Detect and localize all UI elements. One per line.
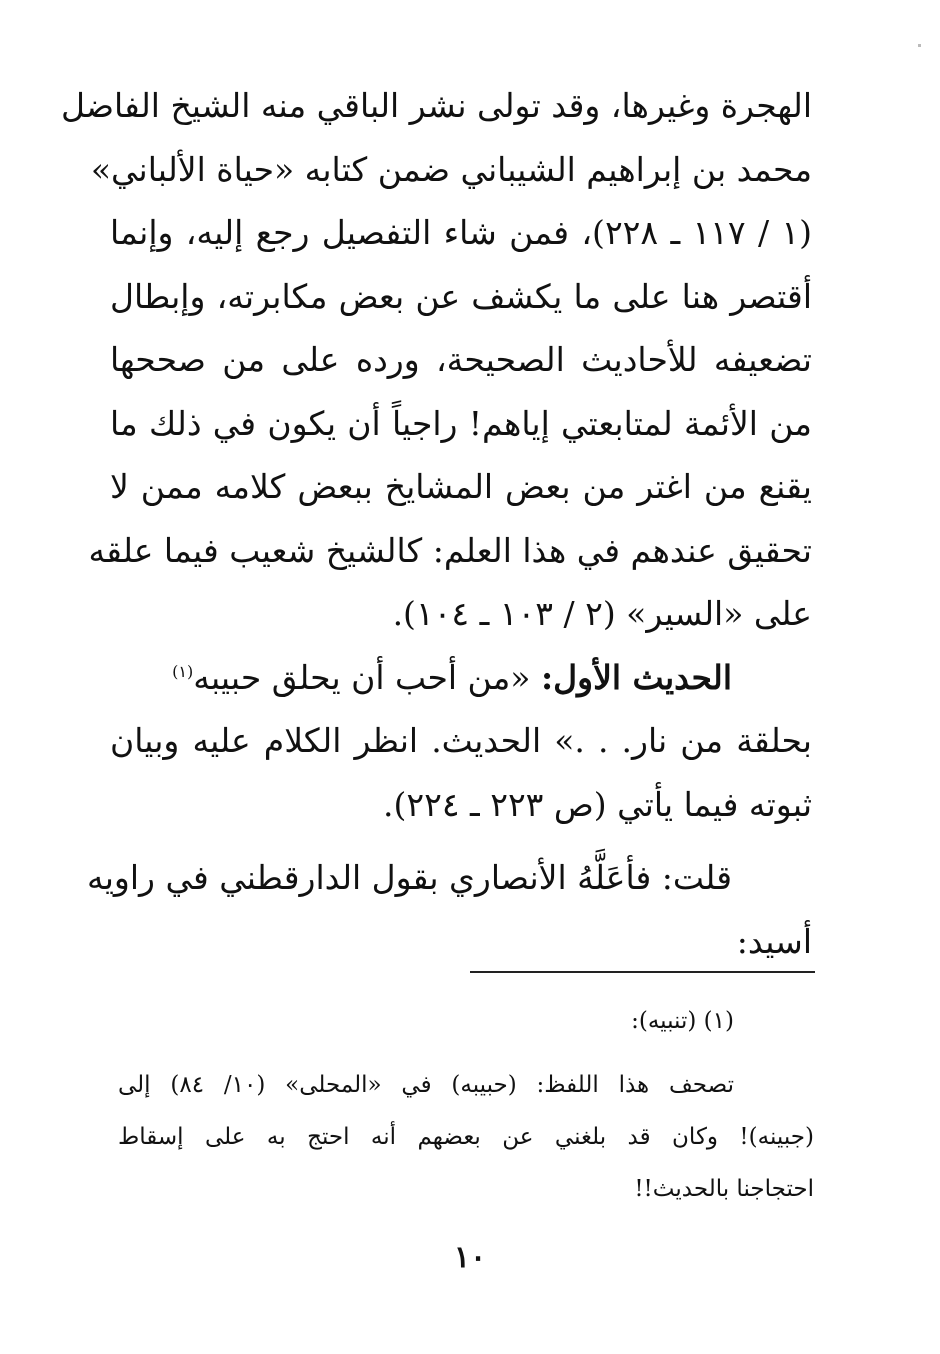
text-line-5: تضعيفه للأحاديث الصحيحة، ورده على من صححها <box>110 340 812 379</box>
hadith-line-1: بحلقة من نار. . .» الحديث. انظر الكلام عليه وبيان <box>110 721 812 760</box>
text-line-9: على «السير» (٢ / ١٠٣ ـ ١٠٤). <box>392 594 812 633</box>
footnote-line-2: (جبينه)! وكان قد بلغني عن بعضهم أنه احتج به على إسقاط <box>118 1124 814 1150</box>
text-line-8: تحقيق عندهم في هذا العلم: كالشيخ شعيب فيما علقه <box>88 530 812 570</box>
main-text <box>60 74 812 973</box>
text-line-6: من الأئمة لمتابعتي إياهم! راجياً أن يكون في ذلك ما <box>110 403 812 443</box>
footnotes <box>118 995 814 1215</box>
footnote-gap <box>118 1047 814 1059</box>
footnote-marker[interactable]: (١) <box>172 661 194 681</box>
hadith-text: «من أحب أن يحلق حبيبه <box>193 657 531 697</box>
hadith-title: الحديث الأول: <box>540 657 732 697</box>
scan-speck <box>918 44 921 47</box>
text-line-1: الهجرة وغيرها، وقد تولى نشر الباقي منه الشيخ الفاضل <box>60 86 812 125</box>
qult-line-1: قلت: فأعَلَّهُ الأنصاري بقول الدارقطني في راويه <box>87 858 732 897</box>
footnote-line-3: احتجاجنا بالحديث!! <box>634 1176 814 1202</box>
text-line-3: (١ / ١١٧ ـ ٢٢٨)، فمن شاء التفصيل رجع إليه، وإنما <box>110 213 812 252</box>
text-line-4: أقتصر هنا على ما يكشف عن بعض مكابرته، وإبطال <box>110 276 812 316</box>
footnote-line-1: تصحف هذا اللفظ: (حبيبه) في «المحلى» (١٠/ ٨٤) إلى <box>118 1072 734 1098</box>
hadith-line-2: ثبوته فيما يأتي (ص ٢٢٣ ـ ٢٢٤). <box>383 784 812 824</box>
qult-line-2: أسيد: <box>736 921 812 961</box>
text-line-7: يقنع من اغتر من بعض المشايخ ببعض كلامه ممن لا <box>110 467 812 506</box>
page-number: ١٠ <box>453 1240 487 1275</box>
footnote-separator <box>470 971 815 973</box>
footnote-heading: (١) (تنبيه): <box>631 1008 734 1034</box>
paragraph-gap <box>110 836 812 846</box>
hadith-heading-line <box>110 646 812 710</box>
text-line-2: محمد بن إبراهيم الشيباني ضمن كتابه «حياة الألباني» <box>90 149 812 189</box>
